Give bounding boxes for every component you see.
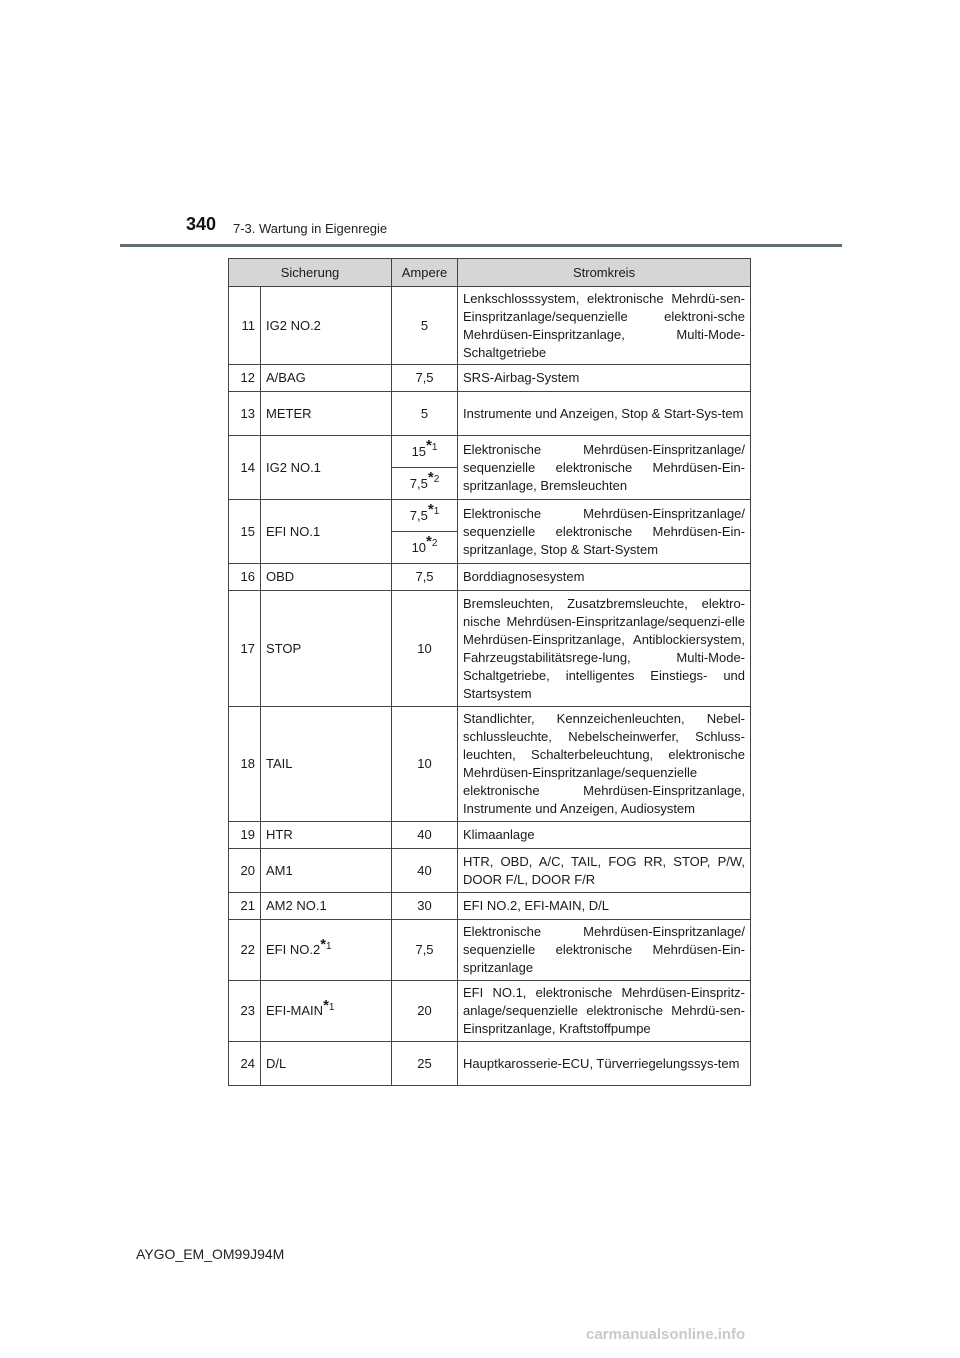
fuse-number: 16 (229, 564, 261, 591)
fuse-circuit: HTR, OBD, A/C, TAIL, FOG RR, STOP, P/W, DOOR F/L, DOOR F/R (458, 849, 751, 893)
fuse-ampere-variant-2 (392, 532, 458, 564)
fuse-name: HTR (261, 822, 392, 849)
fuse-ampere: 5 (392, 287, 458, 365)
fuse-ampere: 10 (392, 707, 458, 822)
footnote-number: 2 (433, 474, 440, 486)
fuse-circuit: Klimaanlage (458, 822, 751, 849)
header-rule (120, 244, 842, 247)
fuse-circuit: Elektronische Mehrdüsen-Einspritzanlage/ sequenzielle elektronische Mehrdüsen-Ein-spritzanlage, Bremsleuchten (458, 436, 751, 500)
fuse-number: 11 (229, 287, 261, 365)
ampere-value: 15 (411, 443, 427, 459)
table-row (229, 591, 751, 707)
fuse-name: METER (261, 392, 392, 436)
table-row (229, 981, 751, 1042)
column-header-circuit: Stromkreis (458, 259, 751, 287)
footnote-mark: *1 (427, 501, 440, 519)
watermark: carmanualsonline.info (586, 1326, 746, 1343)
fuse-ampere-variant-2 (392, 468, 458, 500)
fuse-ampere: 30 (392, 893, 458, 920)
fuse-number: 23 (229, 981, 261, 1042)
table-row (229, 564, 751, 591)
ampere-value: 7,5 (409, 507, 428, 523)
document-code: AYGO_EM_OM99J94M (136, 1246, 285, 1262)
footnote-number: 1 (328, 1001, 335, 1013)
fuse-name: EFI NO.1 (261, 500, 392, 564)
fuse-circuit: Elektronische Mehrdüsen-Einspritzanlage/ sequenzielle elektronische Mehrdüsen-Ein-spritzanlage, Stop & Start-System (458, 500, 751, 564)
table-row (229, 1042, 751, 1086)
fuse-name: EFI-MAIN (266, 1003, 324, 1018)
fuse-circuit: Standlichter, Kennzeichenleuchten, Nebel-schlussleuchte, Nebelscheinwerfer, Schluss-leuchten, Schalterbeleuchtung, elektronische Mehrdüsen-Einspritzanlage/sequenzielle elektronische Mehrdüsen-Einspritzanlage, Instrumente und Anzeigen, Audiosystem (458, 707, 751, 822)
table-header-row (229, 259, 751, 287)
fuse-ampere-variant-1 (392, 436, 458, 468)
column-header-ampere: Ampere (392, 259, 458, 287)
footnote-number: 1 (326, 940, 332, 952)
footnote-mark: *2 (426, 533, 438, 551)
footnote-mark: *1 (323, 996, 335, 1014)
fuse-number: 17 (229, 591, 261, 707)
footnote-mark: *1 (320, 935, 332, 953)
fuse-circuit: Borddiagnosesystem (458, 564, 751, 591)
fuse-number: 15 (229, 500, 261, 564)
table-row (229, 920, 751, 981)
footnote-number: 2 (431, 538, 438, 550)
fuse-ampere: 20 (392, 981, 458, 1042)
fuse-ampere: 40 (392, 822, 458, 849)
footnote-number: 1 (433, 506, 440, 518)
table-row (229, 707, 751, 822)
fuse-number: 21 (229, 893, 261, 920)
footnote-mark: *1 (426, 437, 438, 455)
footnote-mark: *2 (427, 469, 440, 487)
fuse-name: D/L (261, 1042, 392, 1086)
ampere-value: 7,5 (409, 475, 428, 491)
fuse-number: 22 (229, 920, 261, 981)
fuse-name: IG2 NO.2 (261, 287, 392, 365)
fuse-circuit: EFI NO.2, EFI-MAIN, D/L (458, 893, 751, 920)
fuse-ampere: 25 (392, 1042, 458, 1086)
fuse-name: TAIL (261, 707, 392, 822)
fuse-ampere: 10 (392, 591, 458, 707)
fuse-circuit: Instrumente und Anzeigen, Stop & Start-Sys-tem (458, 392, 751, 436)
fuse-number: 18 (229, 707, 261, 822)
table-row (229, 822, 751, 849)
table-row (229, 392, 751, 436)
fuse-name: AM1 (261, 849, 392, 893)
fuse-circuit: SRS-Airbag-System (458, 365, 751, 392)
fuse-ampere: 7,5 (392, 365, 458, 392)
fuse-ampere: 5 (392, 392, 458, 436)
fuse-number: 19 (229, 822, 261, 849)
section-title: 7-3. Wartung in Eigenregie (233, 221, 388, 236)
table-row (229, 287, 751, 365)
fuse-name: A/BAG (261, 365, 392, 392)
column-header-fuse: Sicherung (229, 259, 392, 287)
fuse-circuit: Lenkschlosssystem, elektronische Mehrdü-sen-Einspritzanlage/sequenzielle elektroni-sche Mehrdüsen-Einspritzanlage, Multi-Mode-Schaltgetriebe (458, 287, 751, 365)
fuse-name-cell (261, 981, 392, 1042)
page-number: 340 (186, 214, 217, 234)
fuse-name-cell (261, 920, 392, 981)
fuse-ampere: 7,5 (392, 920, 458, 981)
fuse-name: IG2 NO.1 (261, 436, 392, 500)
fuse-table (228, 258, 751, 1086)
fuse-name: AM2 NO.1 (261, 893, 392, 920)
fuse-name: OBD (261, 564, 392, 591)
table-row (229, 500, 751, 532)
fuse-circuit: EFI NO.1, elektronische Mehrdüsen-Einspritz-anlage/sequenzielle elektronische Mehrdü-sen-Einspritzanlage, Kraftstoffpumpe (458, 981, 751, 1042)
fuse-circuit: Hauptkarosserie-ECU, Türverriegelungssys-tem (458, 1042, 751, 1086)
fuse-ampere: 40 (392, 849, 458, 893)
fuse-name: EFI NO.2 (266, 942, 321, 957)
fuse-circuit: Elektronische Mehrdüsen-Einspritzanlage/ sequenzielle elektronische Mehrdüsen-Ein-spritzanlage (458, 920, 751, 981)
table-row (229, 365, 751, 392)
fuse-name: STOP (261, 591, 392, 707)
fuse-number: 20 (229, 849, 261, 893)
fuse-circuit: Bremsleuchten, Zusatzbremsleuchte, elektro-nische Mehrdüsen-Einspritzanlage/sequenzi-elle Mehrdüsen-Einspritzanlage, Antiblockiersystem, Fahrzeugstabilitätsrege-lung, Multi-Mode-Schaltgetriebe, intelligentes Einstiegs- und Startsystem (458, 591, 751, 707)
table-row (229, 849, 751, 893)
footnote-number: 1 (431, 442, 438, 454)
fuse-number: 13 (229, 392, 261, 436)
fuse-number: 12 (229, 365, 261, 392)
fuse-number: 14 (229, 436, 261, 500)
fuse-number: 24 (229, 1042, 261, 1086)
fuse-ampere: 7,5 (392, 564, 458, 591)
table-row (229, 893, 751, 920)
fuse-ampere-variant-1 (392, 500, 458, 532)
ampere-value: 10 (411, 539, 427, 555)
table-row (229, 436, 751, 468)
